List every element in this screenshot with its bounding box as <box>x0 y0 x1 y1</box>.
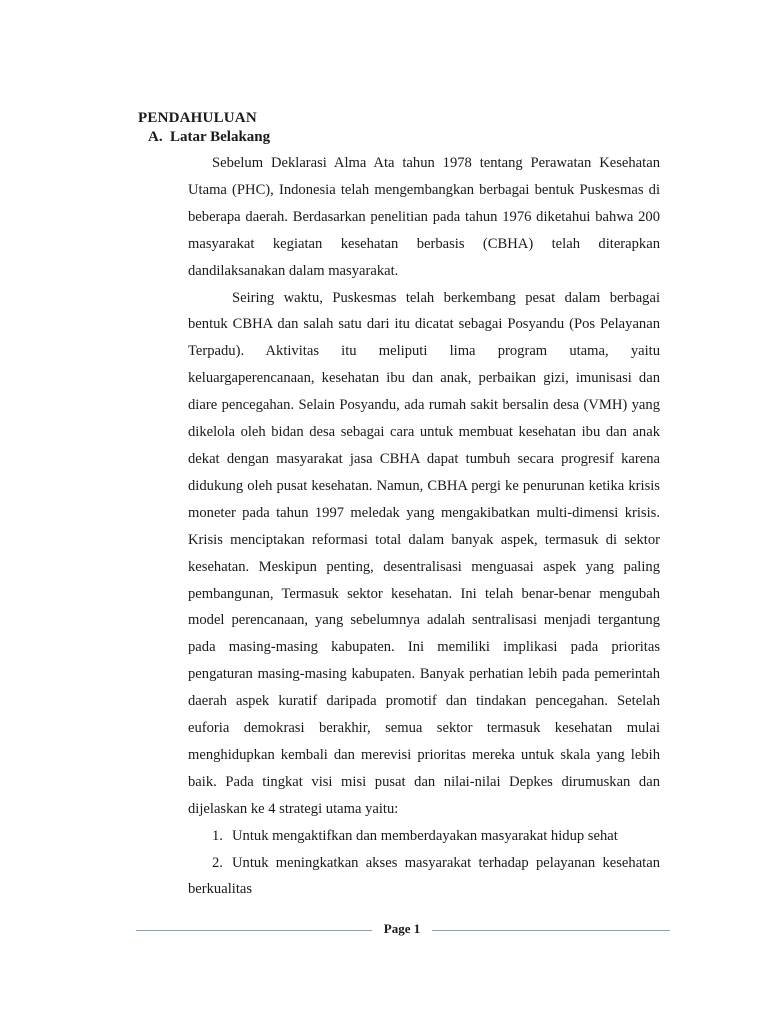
section-title: Latar Belakang <box>170 129 271 145</box>
list-item-text: Untuk meningkatkan akses masyarakat terhadap pelayanan kesehatan berkualitas <box>188 854 660 898</box>
page-number: Page 1 <box>383 921 421 936</box>
paragraph-2: Seiring waktu, Puskesmas telah berkembang pesat dalam berbagai bentuk CBHA dan salah satu dari itu dicatat sebagai Posyandu (Pos Pelayanan Terpadu). Aktivitas itu meliputi lima program utama, yaitu keluargaperencanaan, kesehatan ibu dan anak, perbaikan gizi, imunisasi dan diare pencegahan. Selain Posyandu, ada rumah sakit bersalin desa (VMH) yang dikelola oleh bidan desa sebagai cara untuk membuat kesehatan ibu dan anak dekat dengan masyarakat jasa CBHA dapat tumbuh secara progresif karena didukung oleh pusat kesehatan. Namun, CBHA pergi ke penurunan ketika krisis moneter pada tahun 1997 meledak yang mengakibatkan multi-dimensi krisis. Krisis menciptakan reformasi total dalam banyak aspek, termasuk di sektor kesehatan. Meskipun penting, desentralisasi menguasai aspek yang paling pembangunan, Termasuk sektor kesehatan. Ini telah benar-benar mengubah model perencanaan, yang sebelumnya adalah sentralisasi menjadi tergantung pada masing-masing kabupaten. Ini memiliki implikasi pada prioritas pengaturan masing-masing kabupaten. Banyak perhatian lebih pada pemerintah daerah aspek kuratif daripada promotif dan tindakan pencegahan. Setelah euforia demokrasi berakhir, semua sektor termasuk kesehatan mulai menghidupkan kembali dan merevisi prioritas mereka untuk skala yang lebih baik. Pada tingkat visi misi pusat dan nilai-nilai Depkes dirumuskan dan dijelaskan ke 4 strategi utama yaitu: <box>188 289 660 817</box>
list-item <box>188 850 660 904</box>
paragraph-1: Sebelum Deklarasi Alma Ata tahun 1978 tentang Perawatan Kesehatan Utama (PHC), Indonesia telah mengembangkan berbagai bentuk Puskesmas di beberapa daerah. Berdasarkan penelitian pada tahun 1976 diketahui bahwa 200 masyarakat kegiatan kesehatan berbasis (CBHA) telah diterapkan dandilaksanakan dalam masyarakat. <box>188 155 660 279</box>
page-footer <box>136 920 670 940</box>
section-heading <box>148 129 270 146</box>
footer-rule-left <box>136 930 372 931</box>
list-item <box>188 823 660 850</box>
section-number: A. <box>148 129 163 145</box>
list-item-number: 1. <box>212 827 223 844</box>
footer-rule-right <box>432 930 670 931</box>
strategy-list <box>188 823 660 904</box>
document-body <box>188 150 660 903</box>
document-heading: PENDAHULUAN <box>138 110 257 126</box>
list-item-number: 2. <box>212 854 223 871</box>
list-item-text: Untuk mengaktifkan dan memberdayakan masyarakat hidup sehat <box>232 827 618 844</box>
